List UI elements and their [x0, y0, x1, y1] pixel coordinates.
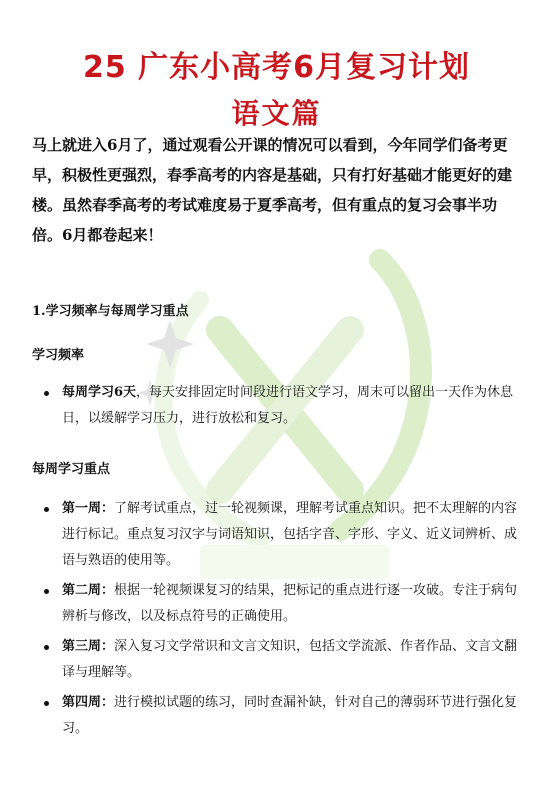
bullet-icon — [44, 391, 49, 396]
bullet-icon — [44, 701, 49, 706]
weekly-focus-list — [44, 496, 522, 746]
subheading-study-frequency: 学习频率 — [32, 348, 85, 363]
list-item-text: 深入复习文学常识和文言文知识，包括文学流派、作者作品、文言文翻译与理解等。 — [62, 639, 518, 680]
list-item — [44, 578, 522, 630]
list-item-text: ，每天安排固定时间段进行语文学习，周末可以留出一天作为休息日，以缓解学习压力，进行放松和复习。 — [62, 385, 514, 426]
frequency-list — [44, 380, 522, 436]
bullet-icon — [44, 589, 49, 594]
list-item-label: 第二周： — [62, 583, 115, 598]
page-subtitle: 语文篇 — [231, 97, 322, 130]
list-item — [44, 380, 522, 432]
list-item-text: 根据一轮视频课复习的结果，把标记的重点进行逐一攻破。专注于病句辨析与修改，以及标点符号的正确使用。 — [62, 583, 518, 624]
list-item — [44, 634, 522, 686]
list-item-text: 进行模拟试题的练习，同时查漏补缺，针对自己的薄弱环节进行强化复习。 — [62, 695, 518, 736]
list-item-label: 第三周： — [62, 639, 115, 654]
list-item-label: 第四周： — [62, 695, 115, 710]
bullet-icon — [44, 507, 49, 512]
list-item-label: 每周学习6天 — [62, 385, 137, 400]
list-item-text: 了解考试重点，过一轮视频课，理解考试重点知识。把不太理解的内容进行标记。重点复习汉字与词语知识，包括字音、字形、字义、近义词辨析、成语与熟语的使用等。 — [62, 501, 518, 568]
intro-paragraph: 马上就进入6月了，通过观看公开课的情况可以看到，今年同学们备考更早，积极性更强烈，春季高考的内容是基础，只有打好基础才能更好的建楼。虽然春季高考的考试难度易于夏季高考，但有重点的复习会事半功倍。6月都卷起来！ — [32, 136, 513, 244]
page-title: 25 广东小高考6月复习计划 — [82, 50, 471, 85]
list-item — [44, 496, 522, 574]
bullet-icon — [44, 645, 49, 650]
list-item-label: 第一周： — [62, 501, 115, 516]
list-item — [44, 690, 522, 742]
subheading-weekly-focus: 每周学习重点 — [32, 462, 111, 477]
section-heading-frequency-focus: 1.学习频率与每周学习重点 — [32, 304, 189, 319]
